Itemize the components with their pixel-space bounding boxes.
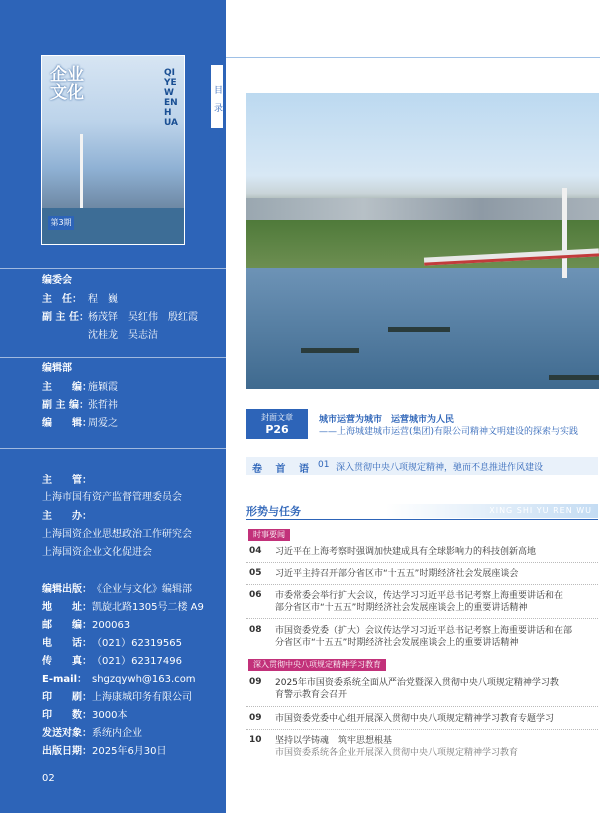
photo-barge — [388, 327, 450, 332]
editorial-names: 沈桂龙 吴志洁 — [88, 330, 158, 341]
pub-label: 邮 编： — [42, 620, 92, 631]
cover-story-photo — [246, 93, 599, 389]
toc-tab-label: 目 录 — [212, 84, 222, 112]
pub-value: 200063 — [92, 620, 131, 631]
dept-name: 施颖霞 — [88, 382, 118, 393]
toc-item[interactable]: 习近平在上海考察时强调加快建成具有全球影响力的科技创新高地 — [275, 547, 537, 557]
dept-label: 主 编： — [42, 382, 92, 393]
toc-item[interactable]: 坚持以学铸魂 筑牢思想根基 — [275, 736, 393, 746]
pub-value: 3000本 — [92, 710, 128, 721]
item-divider — [246, 584, 598, 585]
item-page: 08 — [249, 625, 262, 635]
supervisor-name: 上海市国有资产监督管理委员会 — [42, 492, 182, 503]
pub-value: 2025年6月30日 — [92, 746, 167, 757]
divider — [0, 448, 226, 449]
dept-label: 副 主 编： — [42, 400, 89, 411]
item-page: 09 — [249, 677, 262, 687]
item-divider — [246, 618, 598, 619]
editorial-dept-heading: 编辑部 — [42, 363, 72, 374]
host-label: 主 办： — [42, 511, 92, 522]
host-name: 上海国资企业思想政治工作研究会 — [42, 529, 192, 540]
cover-story-subtitle: ——上海城建城市运营(集团)有限公司精神文明建设的探索与实践 — [319, 427, 579, 437]
pub-label: 传 真： — [42, 656, 92, 667]
toc-item[interactable]: 市国资委党委（扩大）会议传达学习习近平总书记考察上海重要讲话和在部 分省区市“十五五”时期经济社会发展座谈会上的重要讲话精神 — [275, 626, 573, 648]
cover-issue-badge: 第3期 — [48, 216, 74, 230]
cover-story-tag: 封面文章 P26 — [246, 409, 308, 439]
magazine-cover — [41, 55, 185, 245]
photo-bridge-pylon — [562, 188, 567, 278]
left-sidebar — [0, 0, 226, 813]
item-page: 10 — [249, 735, 262, 745]
pub-label: 地 址： — [42, 602, 92, 613]
pub-value: 凯旋北路1305号二楼 A9 — [92, 602, 204, 613]
toc-tab-pinyin: MU LU — [217, 132, 225, 155]
toc-item[interactable]: 2025年市国资委系统全面从严治党暨深入贯彻中央八项规定精神学习教 育警示教育会召开 — [275, 678, 559, 700]
pub-label: 出版日期： — [42, 746, 92, 757]
preface-row[interactable] — [246, 457, 598, 475]
pub-label: 发送对象： — [42, 728, 92, 739]
editorial-label: 主 任： — [42, 294, 82, 305]
top-rule — [226, 57, 600, 58]
dept-name: 张哲祎 — [88, 400, 118, 411]
subsection-tag: 时事要闻 — [248, 529, 290, 541]
subsection-tag: 深入贯彻中央八项规定精神学习教育 — [248, 659, 386, 671]
pub-label: 电 话： — [42, 638, 92, 649]
section-heading: 形势与任务 — [246, 505, 301, 518]
item-page: 06 — [249, 590, 262, 600]
toc-item[interactable]: 市委常委会举行扩大会议，传达学习习近平总书记考察上海重要讲话和在 部分省区市“十五五”时期经济社会发展座谈会上的重要讲话精神 — [275, 591, 564, 613]
item-page: 04 — [249, 546, 262, 556]
dept-name: 周爱之 — [88, 418, 118, 429]
pub-label: 编辑出版： — [42, 584, 92, 595]
preface-page: 01 — [318, 460, 330, 470]
photo-skyline — [246, 198, 599, 220]
pub-value: （021）62317496 — [92, 656, 182, 667]
pub-value: 上海康城印务有限公司 — [92, 692, 192, 703]
editorial-names: 杨茂铎 吴红伟 殷红霞 — [88, 312, 198, 323]
cover-vertical-title: QI YE WEN HUA — [164, 68, 178, 128]
supervisor-label: 主 管： — [42, 475, 92, 486]
preface-label: 卷 首 语 — [252, 464, 314, 475]
toc-item-subtitle: 市国资委系统各企业开展深入贯彻中央八项规定精神学习教育 — [275, 748, 519, 758]
editorial-names: 程 巍 — [88, 294, 118, 305]
divider — [0, 268, 226, 269]
cover-logo: 企业 文化 — [50, 65, 84, 103]
item-divider — [246, 706, 598, 707]
photo-barge — [549, 375, 599, 380]
item-page: 05 — [249, 568, 262, 578]
cover-story-title[interactable]: 城市运营为城市 运营城市为人民 — [319, 415, 455, 425]
pub-label: 印 数： — [42, 710, 92, 721]
item-page: 09 — [249, 713, 262, 723]
pub-value: （021）62319565 — [92, 638, 182, 649]
pub-email[interactable]: shgzqywh@163.com — [92, 674, 196, 685]
preface-title: 深入贯彻中央八项规定精神，驰而不息推进作风建设 — [336, 463, 544, 473]
editorial-label: 副 主 任： — [42, 312, 89, 323]
photo-greenery — [246, 220, 599, 270]
pub-label: E-mail： — [42, 674, 88, 685]
section-pinyin-bar: XING SHI YU REN WU — [386, 504, 598, 518]
item-divider — [246, 562, 598, 563]
pub-value: 系统内企业 — [92, 728, 142, 739]
editorial-heading: 编委会 — [42, 275, 72, 286]
pub-value: 《企业与文化》编辑部 — [92, 584, 192, 595]
toc-item[interactable]: 习近平主持召开部分省区市“十五五”时期经济社会发展座谈会 — [275, 569, 519, 579]
divider — [0, 357, 226, 358]
item-divider — [246, 729, 598, 730]
cover-story-page: P26 — [265, 423, 289, 436]
host-name: 上海国资企业文化促进会 — [42, 547, 152, 558]
toc-item[interactable]: 市国资委党委中心组开展深入贯彻中央八项规定精神学习教育专题学习 — [275, 714, 555, 724]
dept-label: 编 辑： — [42, 418, 92, 429]
page-number: 02 — [42, 773, 55, 784]
pub-label: 印 刷： — [42, 692, 92, 703]
photo-barge — [301, 348, 359, 353]
section-rule — [246, 519, 598, 520]
